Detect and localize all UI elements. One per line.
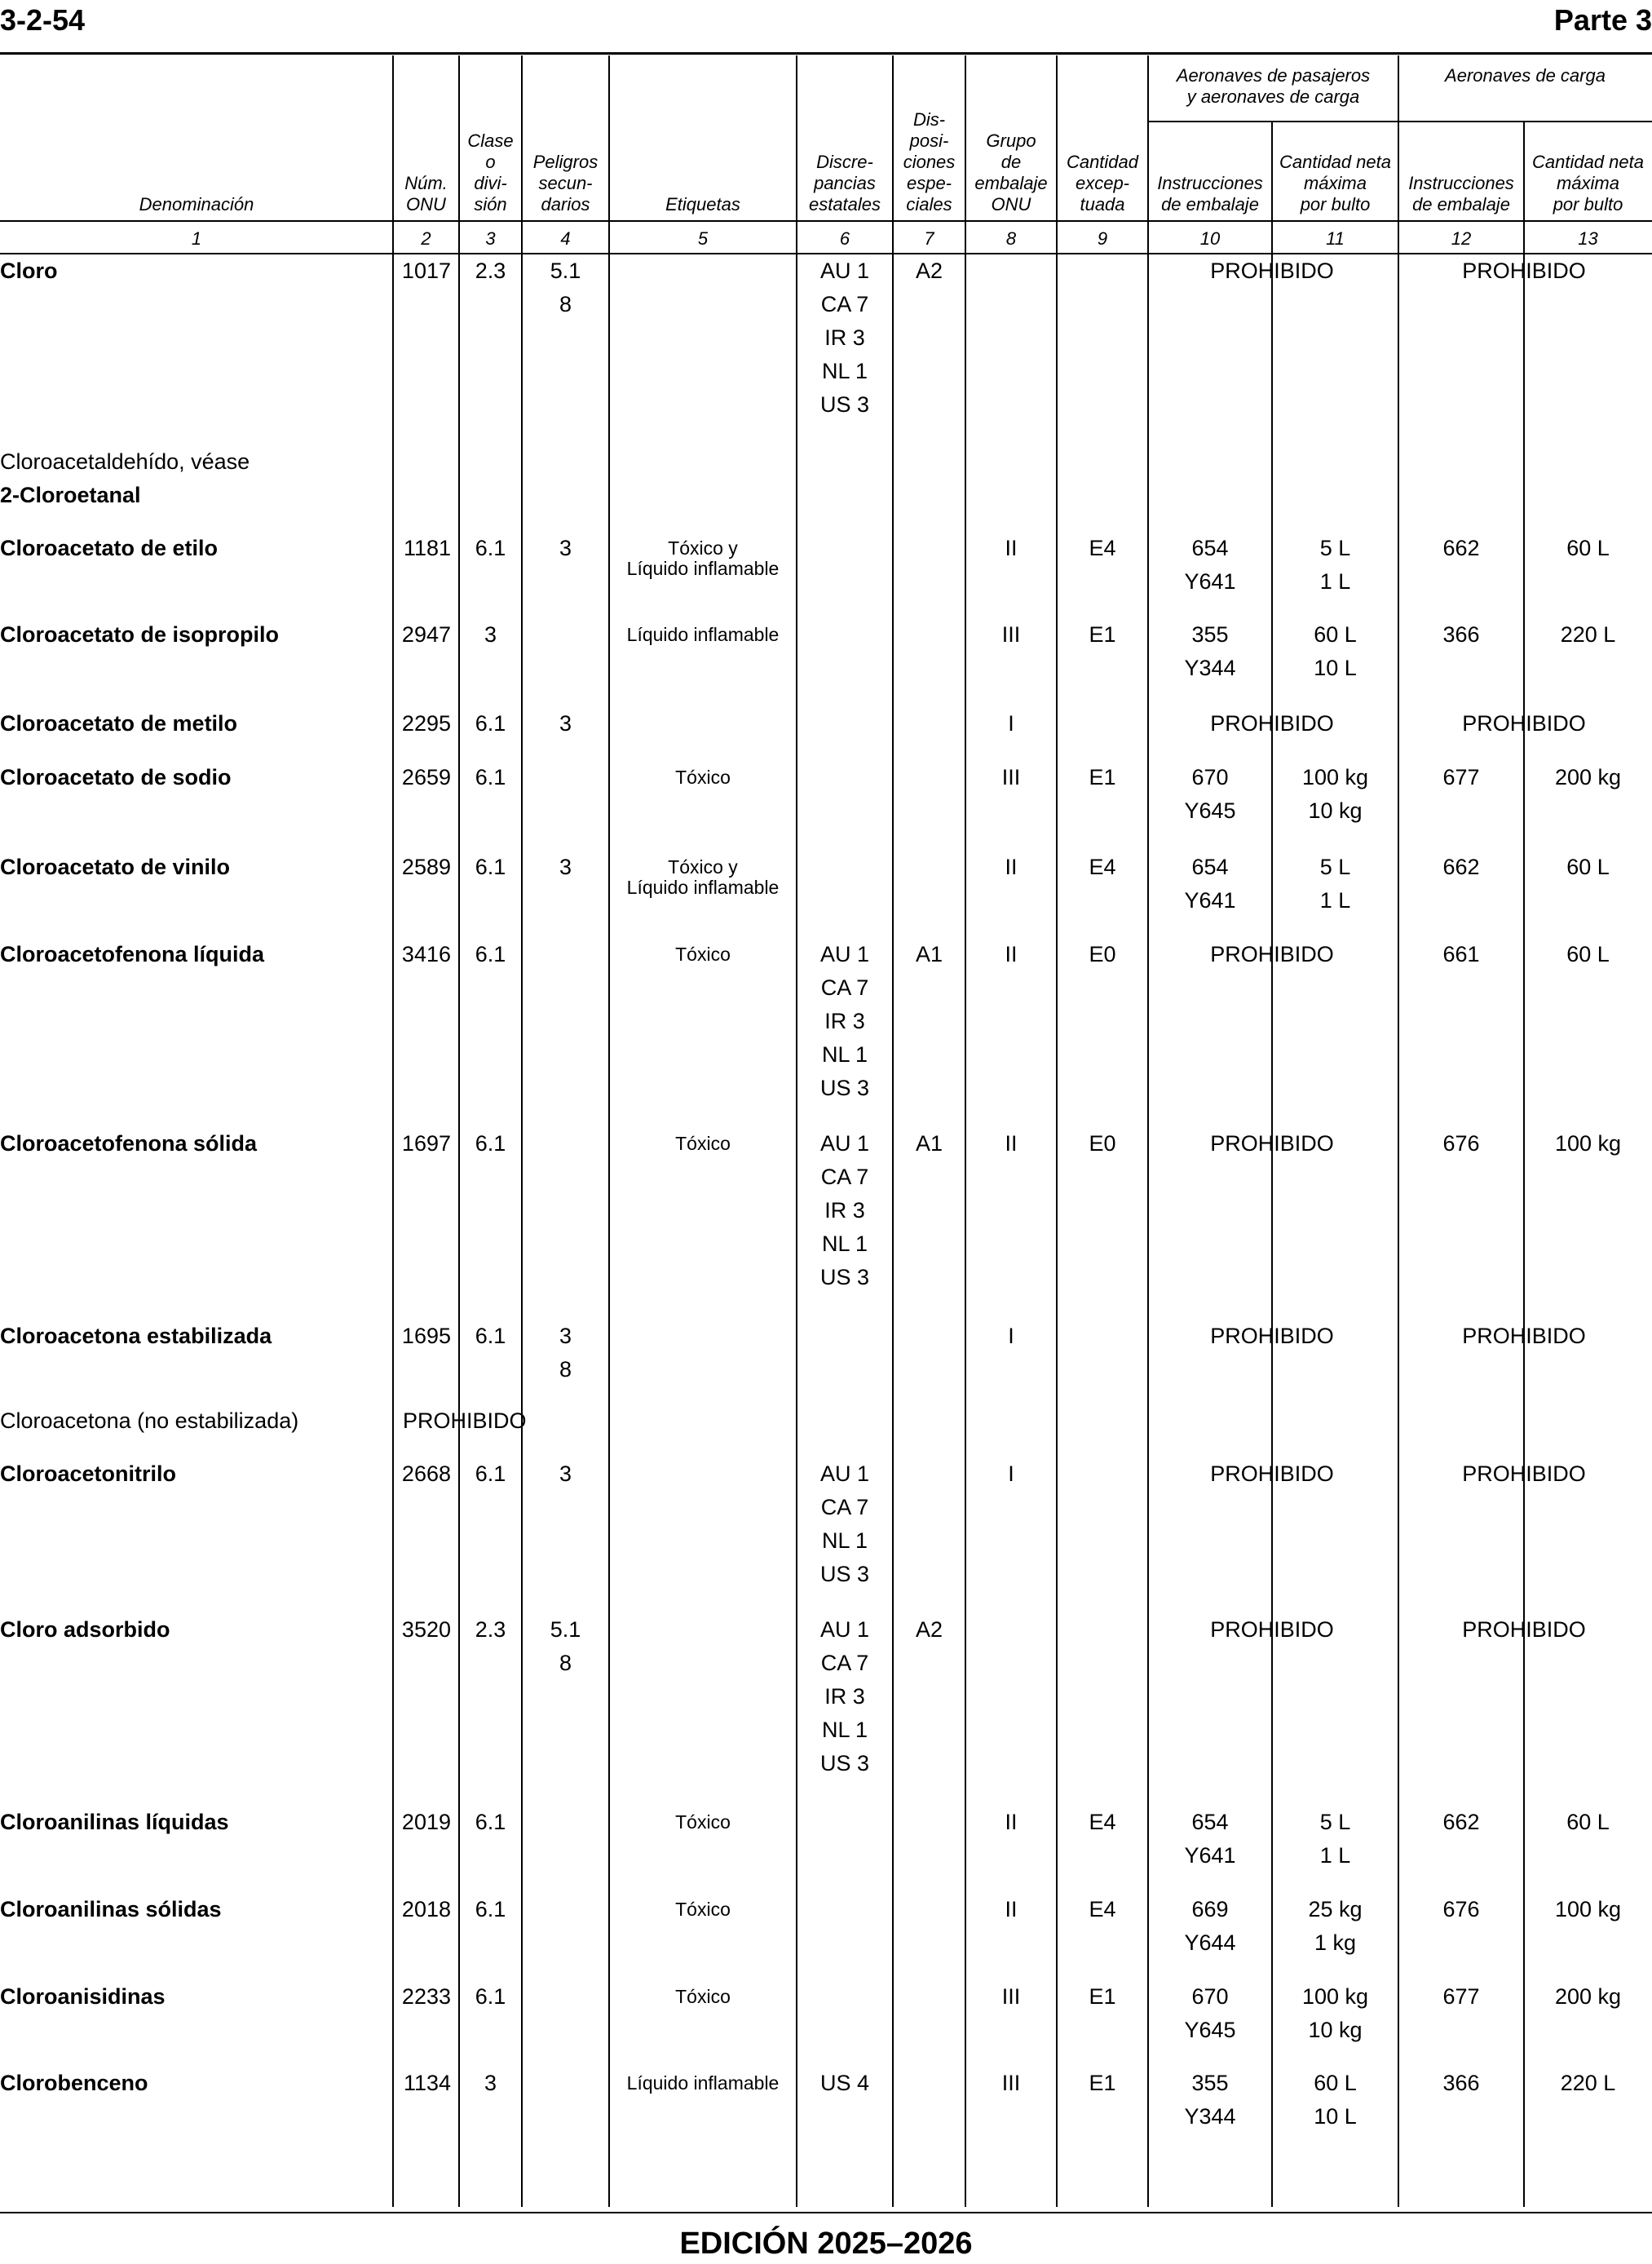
header-rule	[0, 52, 1652, 55]
packing-group: II	[1005, 855, 1018, 879]
passenger-prohibited: PROHIBIDO	[1210, 1324, 1334, 1348]
packing-group: III	[1001, 622, 1021, 647]
entry-name: Cloroanilinas líquidas	[0, 1810, 229, 1834]
cargo-packing-instruction: 662	[1442, 855, 1480, 879]
entry-reference: 2-Cloroetanal	[0, 483, 141, 507]
column-header-1: Denominación	[139, 194, 254, 214]
packing-group: II	[1005, 1810, 1018, 1834]
cargo-net-quantity: 220 L	[1560, 622, 1616, 647]
column-number-7: 7	[924, 228, 934, 249]
subsidiary-hazard: 5.1	[550, 1617, 581, 1642]
state-variation: CA 7	[820, 292, 869, 316]
state-variation: NL 1	[821, 359, 868, 383]
cargo-packing-instruction: 662	[1442, 1810, 1480, 1834]
passenger-packing-instruction: 670	[1191, 1984, 1229, 2009]
subsidiary-hazard: 3	[559, 855, 572, 879]
packing-group: I	[1008, 1324, 1014, 1348]
passenger-net-quantity: 1 kg	[1314, 1930, 1357, 1955]
state-variation: NL 1	[821, 1718, 868, 1742]
cargo-net-quantity: 60 L	[1566, 855, 1610, 879]
entry-name: Cloroacetato de vinilo	[0, 855, 231, 879]
subsidiary-hazard: 3	[559, 536, 572, 560]
entry-name: Cloroacetato de etilo	[0, 536, 219, 560]
cargo-packing-instruction: 677	[1442, 765, 1480, 789]
passenger-prohibited: PROHIBIDO	[1210, 711, 1334, 736]
state-variation: AU 1	[819, 1461, 870, 1486]
column-number-6: 6	[839, 228, 850, 249]
state-variation: US 3	[819, 1265, 870, 1289]
passenger-net-quantity: 5 L	[1319, 855, 1351, 879]
prohibited-text: PROHIBIDO	[403, 1408, 527, 1433]
class-division: 2.3	[475, 259, 506, 283]
state-variation: CA 7	[820, 1651, 869, 1675]
column-header-11: Cantidad neta máxima por bulto	[1279, 152, 1391, 214]
packing-group: III	[1001, 765, 1021, 789]
passenger-net-quantity: 25 kg	[1308, 1897, 1363, 1921]
entry-name: Cloroacetona estabilizada	[0, 1324, 272, 1348]
entry-name: Cloroacetaldehído, véase	[0, 449, 250, 474]
passenger-prohibited: PROHIBIDO	[1210, 1617, 1334, 1642]
edition-footer: EDICIÓN 2025–2026	[679, 2226, 973, 2261]
class-division: 3	[484, 2071, 497, 2095]
column-header-10: Instrucciones de embalaje	[1157, 173, 1263, 214]
packing-group: III	[1001, 1984, 1021, 2009]
state-variation: AU 1	[819, 259, 870, 283]
state-variation: IR 3	[824, 325, 865, 350]
column-header-12: Instrucciones de embalaje	[1408, 173, 1514, 214]
passenger-net-quantity: 100 kg	[1301, 1984, 1369, 2009]
column-header-8: Grupo de embalaje ONU	[974, 130, 1048, 214]
passenger-packing-instruction: Y644	[1184, 1930, 1236, 1955]
column-divider	[608, 55, 610, 2207]
passenger-packing-instruction: Y641	[1184, 1843, 1236, 1868]
packing-group: II	[1005, 1131, 1018, 1156]
excepted-quantity: E0	[1089, 1131, 1116, 1156]
passenger-packing-instruction: Y344	[1184, 656, 1236, 680]
excepted-quantity: E4	[1089, 855, 1116, 879]
subsidiary-hazard: 8	[559, 292, 572, 316]
column-number-3: 3	[485, 228, 496, 249]
excepted-quantity: E4	[1089, 536, 1116, 560]
un-number: 2659	[401, 765, 451, 789]
passenger-net-quantity: 100 kg	[1301, 765, 1369, 789]
un-number: 2018	[401, 1897, 451, 1921]
passenger-net-quantity: 1 L	[1319, 888, 1351, 913]
state-variation: CA 7	[820, 1165, 869, 1189]
bottom-rule	[0, 2212, 1652, 2213]
hazard-label: Líquido inflamable	[626, 624, 780, 645]
subsidiary-hazard: 3	[559, 1461, 572, 1486]
state-variation: US 3	[819, 1562, 870, 1586]
un-number: 1697	[401, 1131, 451, 1156]
cargo-packing-instruction: 366	[1442, 622, 1480, 647]
entry-name: Cloroacetato de metilo	[0, 711, 238, 736]
passenger-packing-instruction: 355	[1191, 2071, 1229, 2095]
entry-name: Cloro	[0, 259, 58, 283]
passenger-packing-instruction: Y645	[1184, 798, 1236, 823]
excepted-quantity: E1	[1089, 765, 1116, 789]
state-variation: AU 1	[819, 942, 870, 966]
class-division: 6.1	[475, 1461, 506, 1486]
un-number: 1017	[401, 259, 451, 283]
packing-group: III	[1001, 2071, 1021, 2095]
excepted-quantity: E4	[1089, 1810, 1116, 1834]
cargo-net-quantity: 200 kg	[1554, 1984, 1622, 2009]
packing-group: II	[1005, 536, 1018, 560]
state-variation: US 4	[819, 2071, 870, 2095]
state-variation: NL 1	[821, 1231, 868, 1256]
cargo-prohibited: PROHIBIDO	[1462, 1324, 1586, 1348]
column-header-6: Discre- pancias estatales	[808, 152, 881, 214]
special-provision: A2	[915, 1617, 943, 1642]
passenger-packing-instruction: Y641	[1184, 569, 1236, 594]
column-header-13: Cantidad neta máxima por bulto	[1532, 152, 1644, 214]
state-variation: US 3	[819, 1076, 870, 1100]
excepted-quantity: E1	[1089, 1984, 1116, 2009]
packing-group: II	[1005, 1897, 1018, 1921]
class-division: 3	[484, 622, 497, 647]
passenger-net-quantity: 60 L	[1314, 622, 1357, 647]
class-division: 6.1	[475, 711, 506, 736]
passenger-packing-instruction: 654	[1191, 536, 1229, 560]
packing-group: I	[1008, 1461, 1014, 1486]
un-number: 2233	[401, 1984, 451, 2009]
packing-group: I	[1008, 711, 1014, 736]
excepted-quantity: E0	[1089, 942, 1116, 966]
un-number: 1181	[403, 536, 451, 560]
passenger-net-quantity: 5 L	[1319, 1810, 1351, 1834]
un-number: 2589	[401, 855, 451, 879]
hazard-label: Tóxico y Líquido inflamable	[626, 537, 780, 579]
subsidiary-hazard: 8	[559, 1357, 572, 1382]
passenger-net-quantity: 5 L	[1319, 536, 1351, 560]
state-variation: IR 3	[824, 1684, 865, 1709]
cargo-packing-instruction: 677	[1442, 1984, 1480, 2009]
passenger-prohibited: PROHIBIDO	[1210, 1461, 1334, 1486]
cargo-packing-instruction: 366	[1442, 2071, 1480, 2095]
column-number-5: 5	[697, 228, 709, 249]
cargo-packing-instruction: 662	[1442, 536, 1480, 560]
passenger-packing-instruction: Y344	[1184, 2104, 1236, 2129]
class-division: 6.1	[475, 536, 506, 560]
excepted-quantity: E4	[1089, 1897, 1116, 1921]
class-division: 6.1	[475, 1897, 506, 1921]
passenger-prohibited: PROHIBIDO	[1210, 942, 1334, 966]
cargo-net-quantity: 60 L	[1566, 1810, 1610, 1834]
column-number-10: 10	[1199, 228, 1221, 249]
passenger-packing-instruction: 654	[1191, 1810, 1229, 1834]
subsidiary-hazard: 5.1	[550, 259, 581, 283]
entry-name: Cloroacetofenona sólida	[0, 1131, 258, 1156]
cargo-net-quantity: 200 kg	[1554, 765, 1622, 789]
class-division: 2.3	[475, 1617, 506, 1642]
entry-name: Cloroacetato de isopropilo	[0, 622, 280, 647]
entry-name: Cloroacetona (no estabilizada)	[0, 1408, 299, 1433]
state-variation: NL 1	[821, 1042, 868, 1067]
cargo-packing-instruction: 661	[1442, 942, 1480, 966]
passenger-prohibited: PROHIBIDO	[1210, 1131, 1334, 1156]
excepted-quantity: E1	[1089, 2071, 1116, 2095]
un-number: 3520	[401, 1617, 451, 1642]
hazard-label: Tóxico	[675, 767, 731, 788]
entry-name: Cloroanisidinas	[0, 1984, 166, 2009]
special-provision: A2	[915, 259, 943, 283]
cargo-net-quantity: 60 L	[1566, 942, 1610, 966]
cargo-net-quantity: 220 L	[1560, 2071, 1616, 2095]
class-division: 6.1	[475, 1324, 506, 1348]
state-variation: CA 7	[820, 1495, 869, 1519]
column-number-13: 13	[1578, 228, 1598, 249]
group-header-cargo: Aeronaves de carga	[1445, 65, 1606, 86]
state-variation: US 3	[819, 392, 870, 417]
cargo-prohibited: PROHIBIDO	[1462, 1461, 1586, 1486]
passenger-net-quantity: 10 kg	[1308, 798, 1363, 823]
passenger-net-quantity: 10 L	[1314, 2104, 1357, 2129]
state-variation: AU 1	[819, 1131, 870, 1156]
state-variation: IR 3	[824, 1009, 865, 1033]
page-header	[0, 0, 1652, 49]
un-number: 2668	[401, 1461, 451, 1486]
entry-name: Clorobenceno	[0, 2071, 148, 2095]
passenger-net-quantity: 60 L	[1314, 2071, 1357, 2095]
passenger-net-quantity: 1 L	[1319, 1843, 1351, 1868]
cargo-net-quantity: 100 kg	[1554, 1131, 1622, 1156]
column-number-9: 9	[1097, 228, 1108, 249]
column-number-4: 4	[560, 228, 571, 249]
column-header-2: Núm. ONU	[404, 173, 448, 214]
group-divider-rule	[1148, 121, 1652, 122]
packing-group: II	[1005, 942, 1018, 966]
passenger-packing-instruction: 669	[1191, 1897, 1229, 1921]
state-variation: US 3	[819, 1751, 870, 1775]
passenger-net-quantity: 1 L	[1319, 569, 1351, 594]
cargo-prohibited: PROHIBIDO	[1462, 1617, 1586, 1642]
entry-name: Cloroanilinas sólidas	[0, 1897, 222, 1921]
subsidiary-hazard: 3	[559, 1324, 572, 1348]
column-number-1: 1	[191, 228, 202, 249]
part-label: Parte 3	[1553, 3, 1652, 37]
passenger-packing-instruction: Y641	[1184, 888, 1236, 913]
hazard-label: Tóxico	[675, 1133, 731, 1154]
column-number-2: 2	[421, 228, 431, 249]
entry-name: Cloroacetonitrilo	[0, 1461, 177, 1486]
class-division: 6.1	[475, 1131, 506, 1156]
hazard-label: Tóxico	[675, 944, 731, 965]
class-division: 6.1	[475, 765, 506, 789]
special-provision: A1	[915, 942, 943, 966]
class-division: 6.1	[475, 1810, 506, 1834]
passenger-packing-instruction: 654	[1191, 855, 1229, 879]
entry-name: Cloroacetato de sodio	[0, 765, 232, 789]
hazard-label: Líquido inflamable	[626, 2072, 780, 2094]
cargo-prohibited: PROHIBIDO	[1462, 259, 1586, 283]
special-provision: A1	[915, 1131, 943, 1156]
passenger-net-quantity: 10 L	[1314, 656, 1357, 680]
subsidiary-hazard: 8	[559, 1651, 572, 1675]
group-header-passenger: Aeronaves de pasajeros y aeronaves de carga	[1176, 65, 1371, 107]
hazard-label: Tóxico	[675, 1811, 731, 1833]
un-number: 3416	[401, 942, 451, 966]
un-number: 1695	[401, 1324, 451, 1348]
un-number: 2295	[401, 711, 451, 736]
state-variation: NL 1	[821, 1528, 868, 1553]
subsidiary-hazard: 3	[559, 711, 572, 736]
page-number: 3-2-54	[0, 3, 86, 37]
header-divider-rule	[0, 220, 1652, 222]
class-division: 6.1	[475, 855, 506, 879]
column-number-12: 12	[1451, 228, 1472, 249]
cargo-packing-instruction: 676	[1442, 1897, 1480, 1921]
cargo-prohibited: PROHIBIDO	[1462, 711, 1586, 736]
passenger-net-quantity: 10 kg	[1308, 2018, 1363, 2042]
column-header-7: Dis- posi- ciones espe- ciales	[903, 109, 956, 214]
column-header-5: Etiquetas	[665, 194, 740, 214]
column-number-8: 8	[1005, 228, 1017, 249]
un-number: 2947	[401, 622, 451, 647]
column-header-3: Clase o divi- sión	[467, 130, 514, 214]
hazard-label: Tóxico	[675, 1899, 731, 1920]
entry-name: Cloro adsorbido	[0, 1617, 170, 1642]
excepted-quantity: E1	[1089, 622, 1116, 647]
un-number: 2019	[401, 1810, 451, 1834]
passenger-prohibited: PROHIBIDO	[1210, 259, 1334, 283]
state-variation: IR 3	[824, 1198, 865, 1223]
entry-name: Cloroacetofenona líquida	[0, 942, 265, 966]
column-header-9: Cantidad excep- tuada	[1066, 152, 1139, 214]
column-header-4: Peligros secun- darios	[532, 152, 599, 214]
cargo-net-quantity: 60 L	[1566, 536, 1610, 560]
hazard-label: Tóxico y Líquido inflamable	[626, 856, 780, 898]
cargo-net-quantity: 100 kg	[1554, 1897, 1622, 1921]
passenger-packing-instruction: 670	[1191, 765, 1229, 789]
un-number: 1134	[403, 2071, 451, 2095]
state-variation: CA 7	[820, 975, 869, 1000]
passenger-packing-instruction: Y645	[1184, 2018, 1236, 2042]
state-variation: AU 1	[819, 1617, 870, 1642]
class-division: 6.1	[475, 942, 506, 966]
passenger-packing-instruction: 355	[1191, 622, 1229, 647]
class-division: 6.1	[475, 1984, 506, 2009]
cargo-packing-instruction: 676	[1442, 1131, 1480, 1156]
hazard-label: Tóxico	[675, 1986, 731, 2007]
column-number-11: 11	[1326, 228, 1345, 249]
